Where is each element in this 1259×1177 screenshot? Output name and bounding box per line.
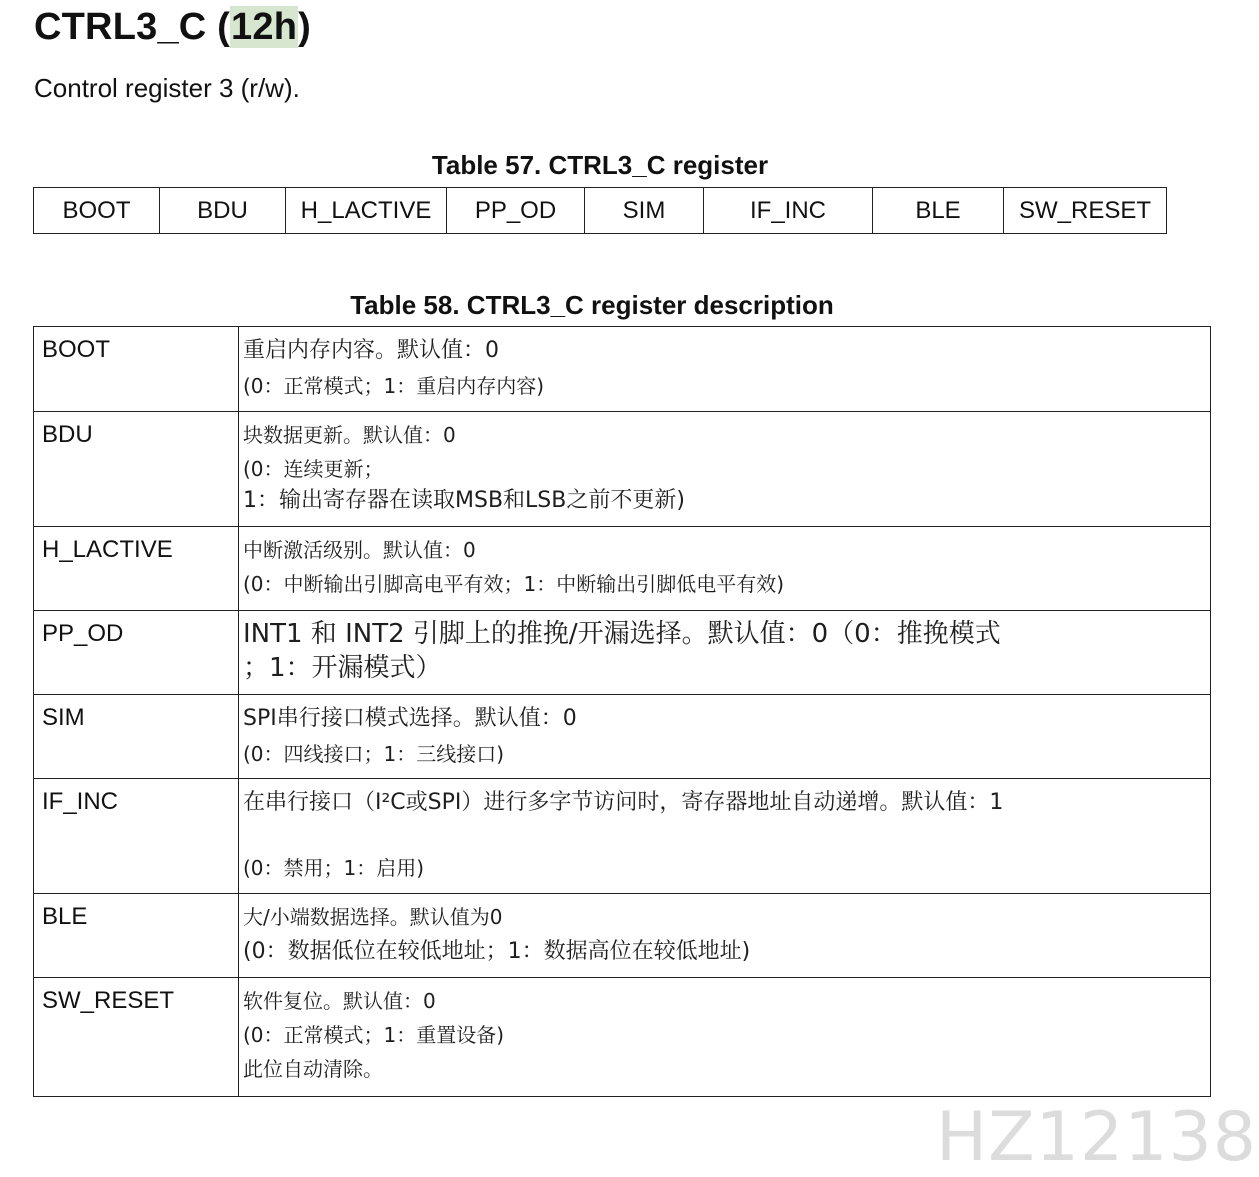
description-line: (0：连续更新； bbox=[243, 457, 384, 481]
description-line: SPI串行接口模式选择。默认值：0 bbox=[243, 706, 577, 731]
bit-row bbox=[34, 188, 1167, 234]
bit-cell-sim: SIM bbox=[585, 188, 704, 234]
watermark: HZ12138 bbox=[935, 1098, 1257, 1177]
field-description bbox=[239, 412, 1211, 527]
register-name: CTRL3_C bbox=[34, 6, 207, 48]
field-description bbox=[239, 894, 1211, 978]
field-name: BLE bbox=[34, 894, 239, 978]
field-description bbox=[239, 779, 1211, 894]
bit-cell-bdu: BDU bbox=[160, 188, 286, 234]
field-description bbox=[239, 978, 1211, 1097]
table-row bbox=[34, 695, 1211, 779]
description-line: 中断激活级别。默认值：0 bbox=[243, 538, 476, 562]
table-row bbox=[34, 779, 1211, 894]
description-line: 在串行接口（I²C或SPI）进行多字节访问时，寄存器地址自动递增。默认值：1 bbox=[243, 790, 1004, 815]
description-line: INT1 和 INT2 引脚上的推挽/开漏选择。默认值：0（0：推挽模式 bbox=[243, 619, 1001, 649]
register-bit-table bbox=[33, 187, 1167, 234]
table-row bbox=[34, 527, 1211, 611]
table-row bbox=[34, 412, 1211, 527]
description-line: (0：正常模式；1：重置设备) bbox=[243, 1023, 505, 1047]
field-description bbox=[239, 527, 1211, 611]
description-line: 重启内存内容。默认值：0 bbox=[243, 338, 499, 363]
description-line: (0：四线接口；1：三线接口) bbox=[243, 742, 505, 766]
bit-cell-if-inc: IF_INC bbox=[704, 188, 873, 234]
description-line: ；1：开漏模式） bbox=[243, 653, 442, 683]
bit-cell-h-lactive: H_LACTIVE bbox=[286, 188, 447, 234]
field-name: SW_RESET bbox=[34, 978, 239, 1097]
table-row bbox=[34, 978, 1211, 1097]
description-line: (0：中断输出引脚高电平有效；1：中断输出引脚低电平有效) bbox=[243, 572, 785, 596]
field-name: PP_OD bbox=[34, 611, 239, 695]
field-name: SIM bbox=[34, 695, 239, 779]
bit-cell-sw-reset: SW_RESET bbox=[1004, 188, 1167, 234]
register-subtitle: Control register 3 (r/w). bbox=[34, 73, 300, 103]
table57-caption: Table 57. CTRL3_C register bbox=[431, 150, 769, 180]
table-row bbox=[34, 894, 1211, 978]
register-heading: CTRL3_C (12h) bbox=[34, 6, 311, 48]
field-description bbox=[239, 611, 1211, 695]
bit-cell-pp-od: PP_OD bbox=[447, 188, 585, 234]
table-row bbox=[34, 611, 1211, 695]
description-line: 此位自动清除。 bbox=[243, 1057, 383, 1081]
description-line: 软件复位。默认值：0 bbox=[243, 989, 436, 1013]
field-name: BDU bbox=[34, 412, 239, 527]
register-description-table bbox=[33, 326, 1211, 1097]
description-line: 块数据更新。默认值：0 bbox=[243, 423, 456, 447]
bit-cell-boot: BOOT bbox=[34, 188, 160, 234]
description-line: (0：数据低位在较低地址；1：数据高位在较低地址) bbox=[243, 939, 751, 964]
description-line: (0：禁用；1：启用) bbox=[243, 856, 425, 880]
bit-cell-ble: BLE bbox=[873, 188, 1004, 234]
description-line: 1：输出寄存器在读取MSB和LSB之前不更新) bbox=[243, 488, 685, 513]
field-description bbox=[239, 695, 1211, 779]
description-line: 大/小端数据选择。默认值为0 bbox=[243, 905, 503, 929]
field-description bbox=[239, 327, 1211, 412]
field-name: IF_INC bbox=[34, 779, 239, 894]
field-name: H_LACTIVE bbox=[34, 527, 239, 611]
table-row bbox=[34, 327, 1211, 412]
table58-caption: Table 58. CTRL3_C register description bbox=[350, 290, 834, 320]
register-address: 12h bbox=[231, 6, 298, 48]
description-line: (0：正常模式；1：重启内存内容) bbox=[243, 374, 545, 398]
field-name: BOOT bbox=[34, 327, 239, 412]
